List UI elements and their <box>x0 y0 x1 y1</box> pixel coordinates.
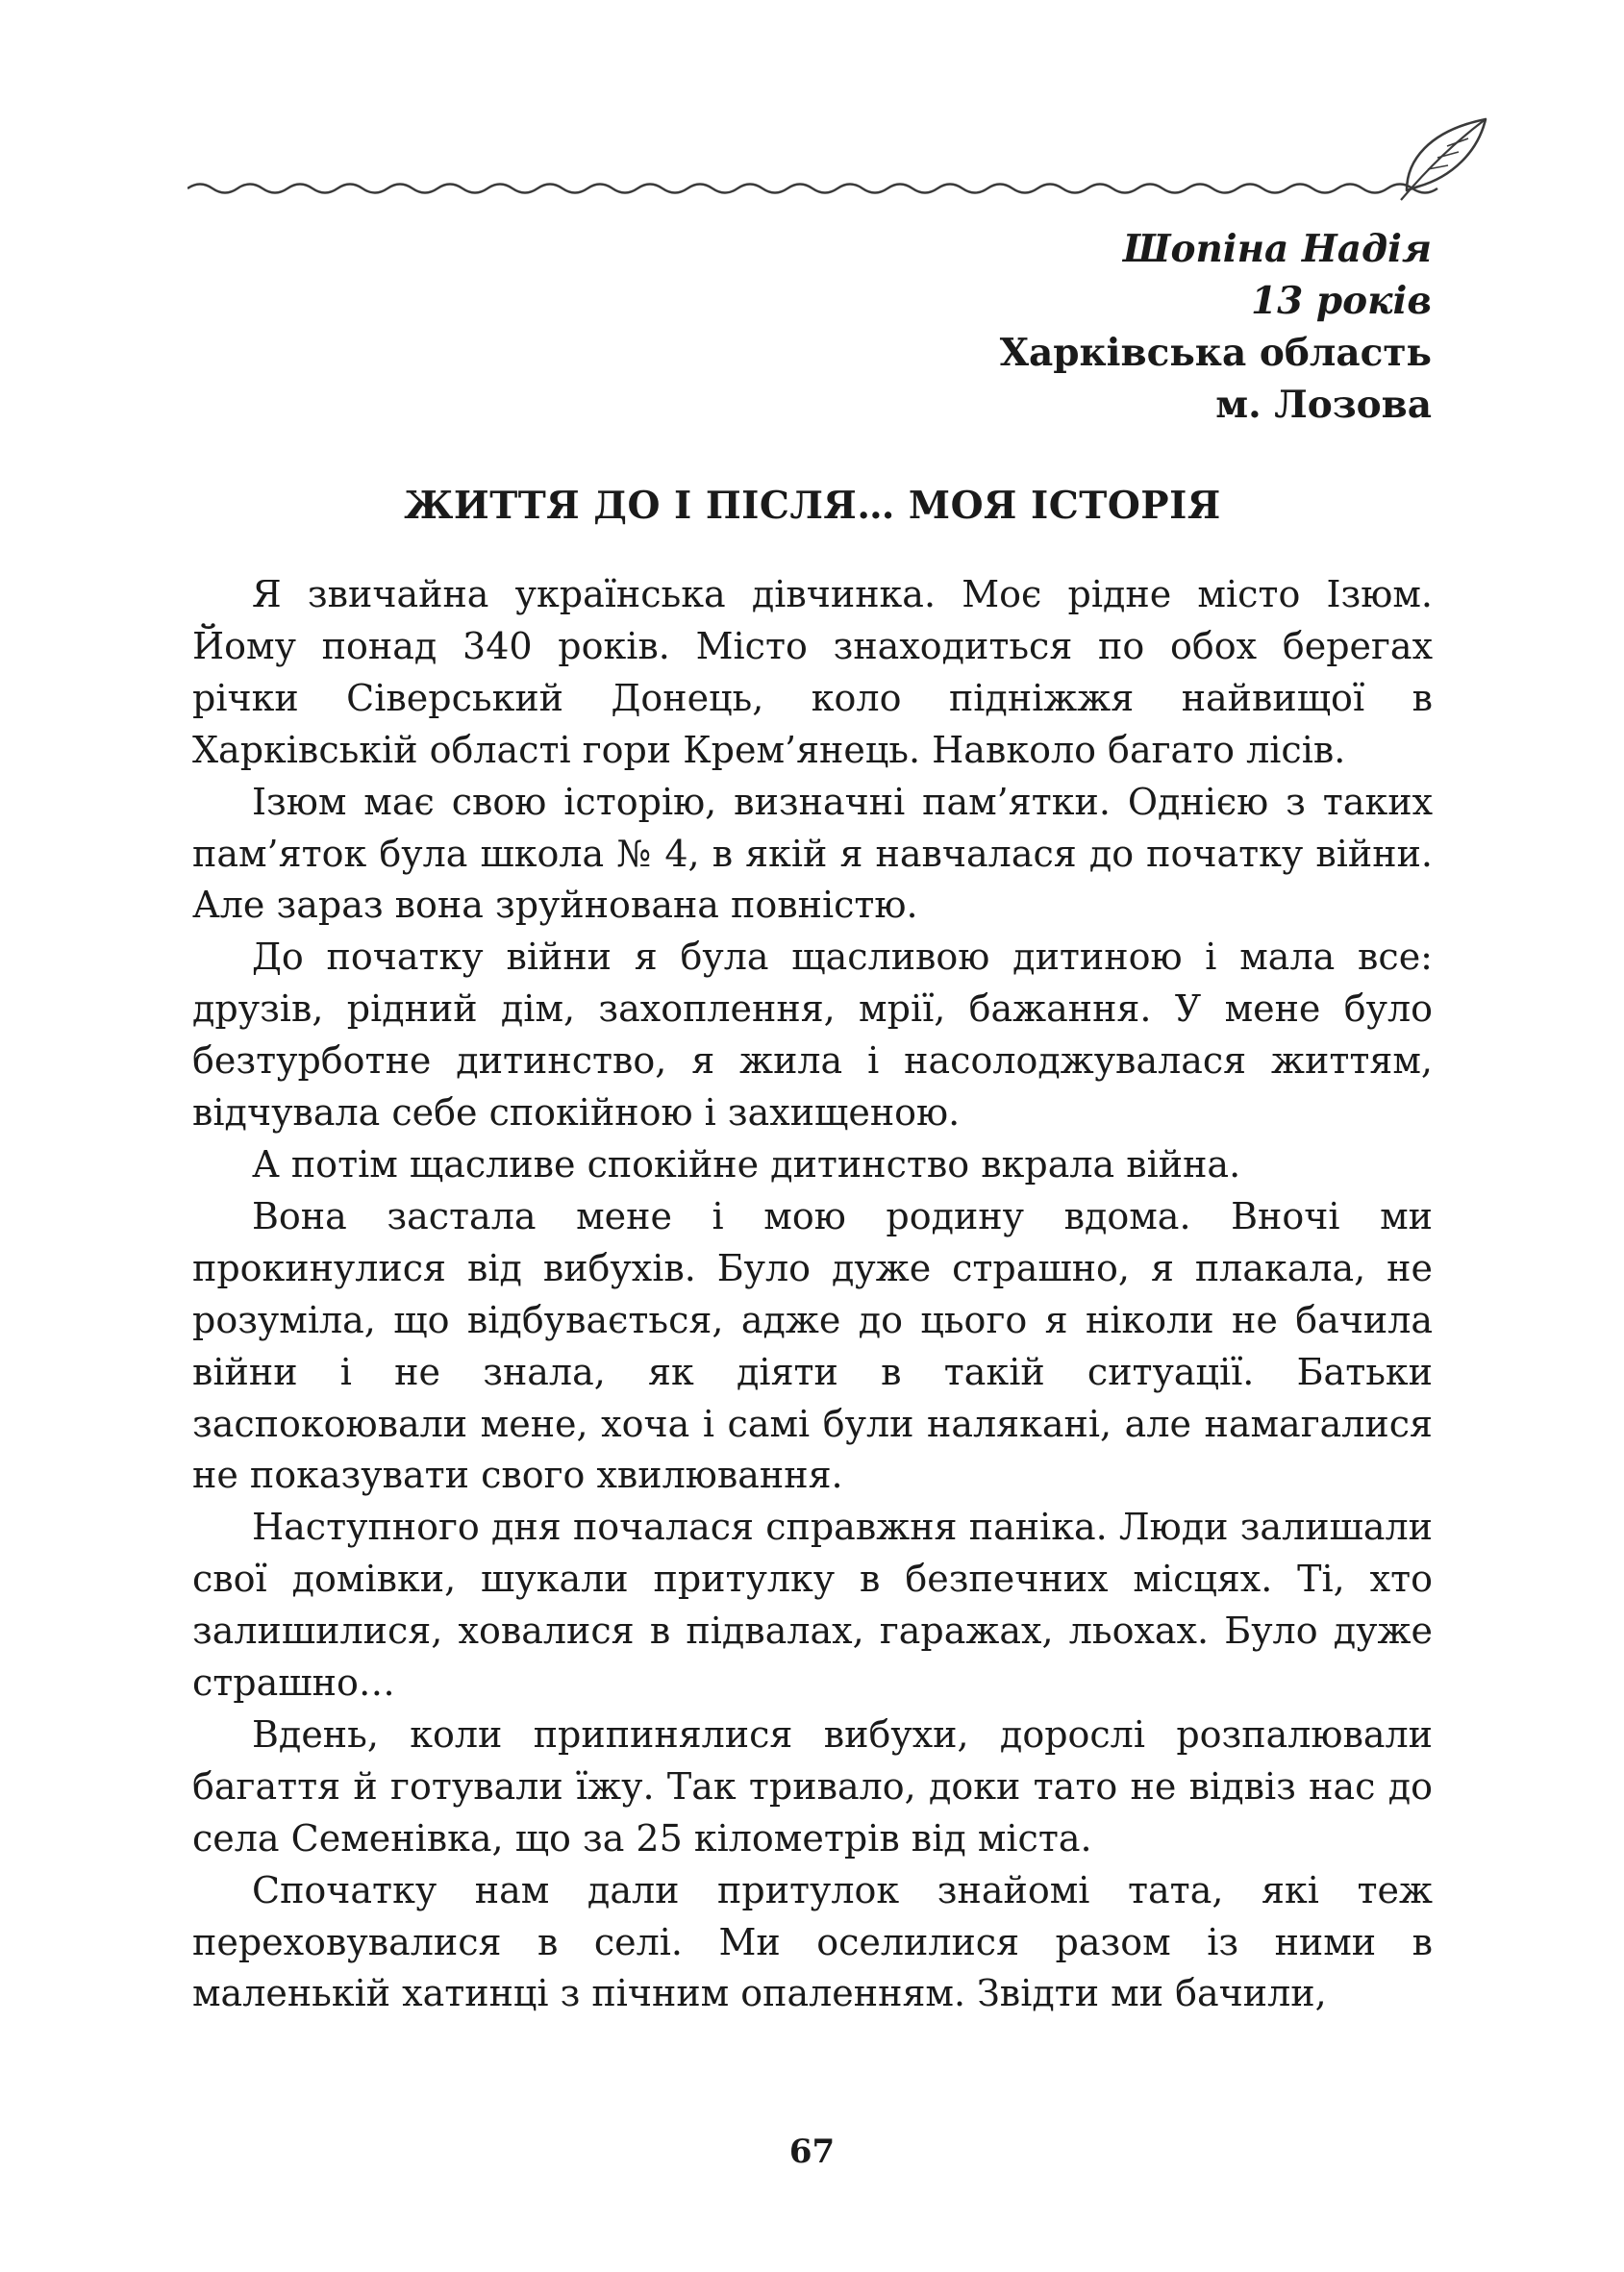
wavy-line <box>187 185 1437 193</box>
paragraph: Я звичайна українська дівчинка. Моє рідне місто Ізюм. Йому понад 340 років. Місто знаходиться по обох берегах річки Сіверський Донець, коло підніжжя найвищої в Харківській області гори Крем’янець. Навколо багато лісів. <box>192 573 1433 771</box>
page-number: 67 <box>788 2133 836 2171</box>
author-info <box>1000 223 1432 431</box>
paragraph: Спочатку нам дали притулок знайомі тата, які теж переховувалися в селі. Ми оселилися разом із ними в маленькій хатинці з пічним опаленням. Звідти ми бачили, <box>192 1868 1433 2015</box>
paragraph: А потім щасливе спокійне дитинство вкрала війна. <box>252 1142 1241 1186</box>
paragraph: Ізюм має свою історію, визначні пам’ятки. Однією з таких пам’яток була школа № 4, в якій я навчалася до початку війни. Але зараз вона зруйнована повністю. <box>192 780 1433 927</box>
story-body <box>192 569 1433 2020</box>
paragraph: До початку війни я була щасливою дитиною і мала все: друзів, рідний дім, захоплення, мрії, бажання. У мене було безтурботне дитинство, я жила і насолоджувалася життям, відчувала себе спокійною і захищеною. <box>192 936 1433 1135</box>
author-name: Шопіна Надія <box>1122 227 1432 271</box>
header-wave-ornament <box>187 113 1495 205</box>
feather-quill-icon <box>1401 119 1486 200</box>
story-title: ЖИТТЯ ДО І ПІСЛЯ… МОЯ ІСТОРІЯ <box>404 484 1221 528</box>
paragraph: Вона застала мене і мою родину вдома. Вночі ми прокинулися від вибухів. Було дуже страшно, я плакала, не розуміла, що відбувається, адже до цього я ніколи не бачила війни і не знала, як діяти в такій ситуації. Батьки заспокоювали мене, хоча і самі були налякані, але намагалися не показувати свого хвилювання. <box>192 1194 1433 1497</box>
paragraph: Вдень, коли припинялися вибухи, дорослі розпалювали багаття й готували їжу. Так тривало, доки тато не відвіз нас до села Семенівка, що за 25 кілометрів від міста. <box>192 1712 1433 1860</box>
author-city: м. Лозова <box>1215 383 1432 427</box>
paragraph: Наступного дня почалася справжня паніка. Люди залишали свої домівки, шукали притулку в безпечних місцях. Ті, хто залишилися, ховалися в підвалах, гаражах, льохах. Було дуже страшно… <box>192 1506 1433 1705</box>
author-age: 13 років <box>1251 279 1432 323</box>
author-region: Харківська область <box>999 331 1432 375</box>
